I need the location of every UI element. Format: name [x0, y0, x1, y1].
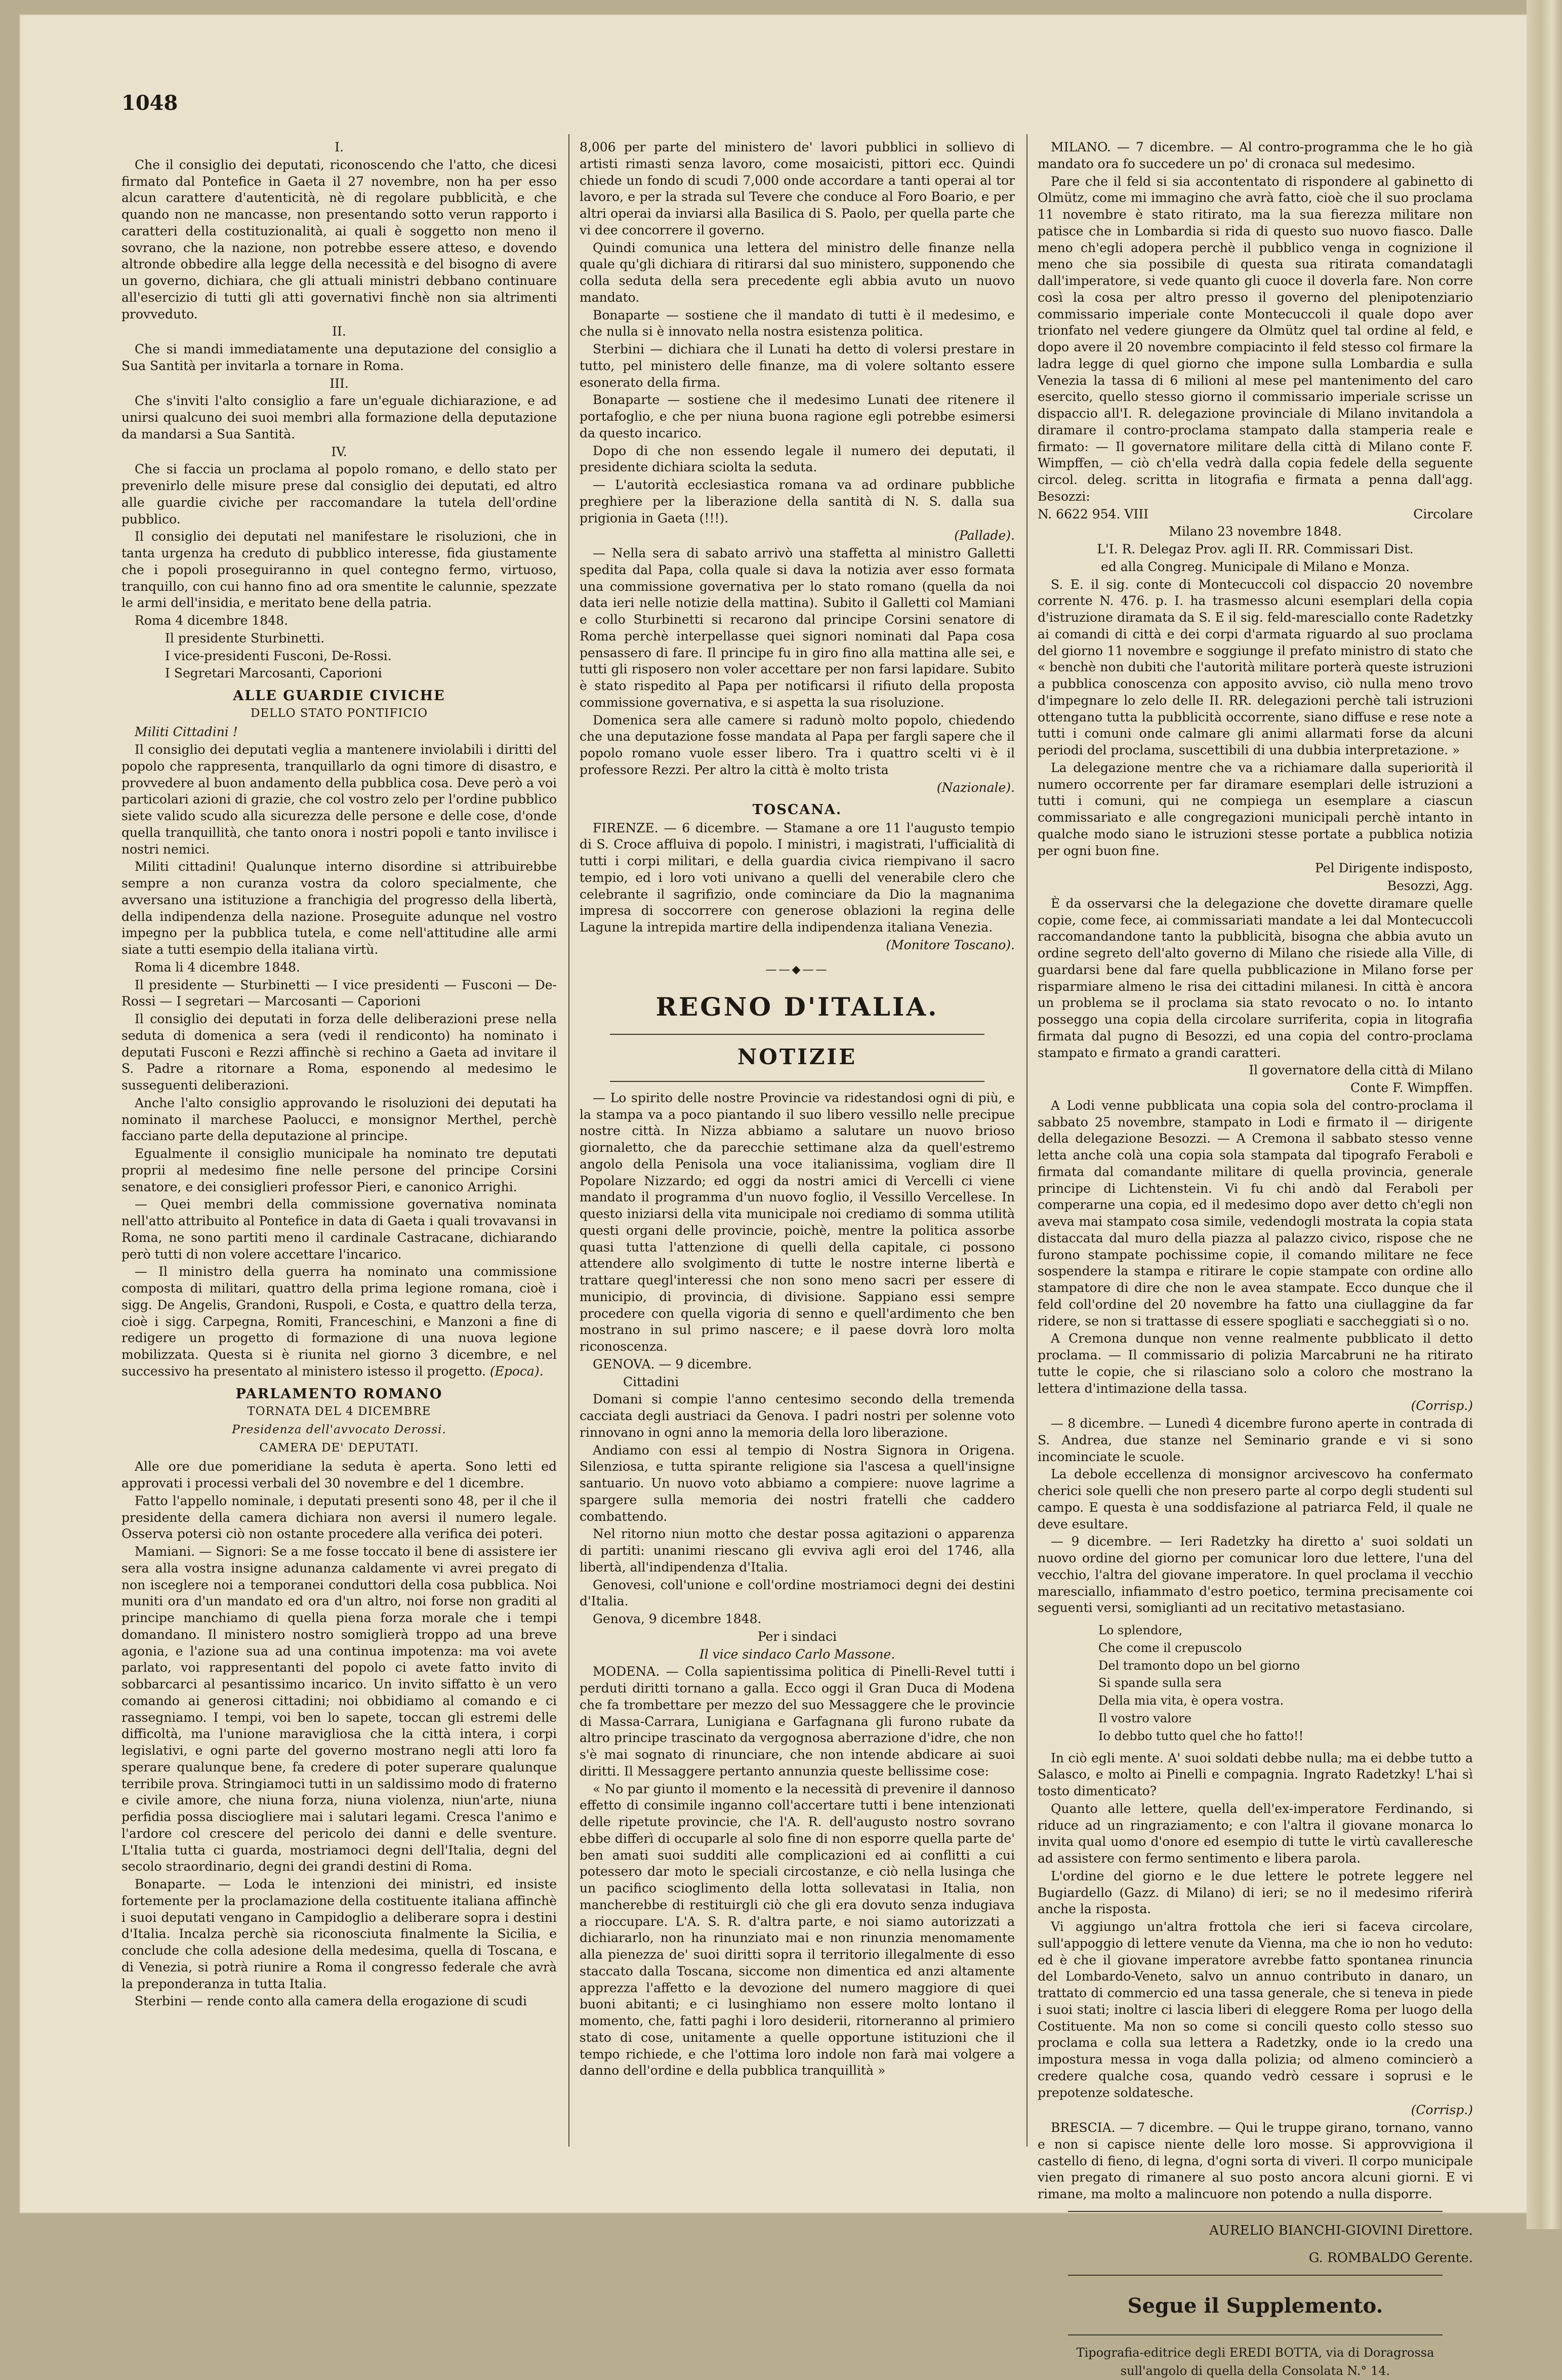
divider [1068, 2334, 1443, 2335]
paragraph: La debole eccellenza di monsignor arcivescovo ha confermato cherici sole quelli che non presero parte al corpo degli studenti sul campo. E questa è una soddisfazione al patriarca Feld, il quale ne deve esultare. [1038, 1467, 1473, 1531]
paragraph: La delegazione mentre che va a richiamare dalla superiorità il numero occorrente per far diramare esemplari delle istruzioni a tutti i comuni, qui ne compiega un esemplare a ciascun commissariato e alle congregazioni municipali perchè intanto in qualche modo siano le istruzioni stesse portate a pubblica notizia per ogni buon fine. [1038, 760, 1473, 858]
paragraph: FIRENZE. — 6 dicembre. — Stamane a ore 11 l'augusto tempio di S. Croce affluiva di popolo. I ministri, i magistrati, l'ufficialità di tutti i corpi militari, e della guardia civica riempivano il sacro tempio, ed i loro voti univano a quelli del venerabile clero che celebrante il sagrifizio, onde cominciare da Dio la magnanima impresa di soccorrere con generose oblazioni la regina delle Lagune la intrepida martire della indipendenza italiana Venezia. [580, 820, 1015, 935]
paragraph: Egualmente il consiglio municipale ha nominato tre deputati proprii al medesimo fine nelle persone del principe Corsini senatore, e dei consiglieri professor Pieri, e canonico Arrighi. [121, 1146, 557, 1194]
paragraph: — Quei membri della commissione governativa nominata nell'atto attribuito al Pontefice in data di Gaeta i quali trovavansi in Roma, ne sono partiti meno il cardinale Castracane, dichiarando però tutti di non volere accettare l'incarico. [121, 1197, 557, 1262]
paragraph: 8,006 per parte del ministero de' lavori pubblici in sollievo di artisti rimasti senza lavoro, come mosaicisti, pittori ecc. Quindi chiede un fondo di scudi 7,000 onde accordare a tanti operai al tor lavoro, e per la strada sul Tevere che conduce al Foro Boario, e per altri operai da inviarsi alla Basilica di S. Paolo, per quella parte che vi dee concorrere il governo. [580, 140, 1015, 237]
paragraph: Sterbini — rende conto alla camera della erogazione di scudi [135, 1994, 527, 2009]
paragraph: — L'autorità ecclesiastica romana va ad ordinare pubbliche preghiere per la liberazione della santità di N. S. dalla sua prigionia in Gaeta (!!!). [580, 477, 1015, 526]
paragraph: Andiamo con essi al tempio di Nostra Signora in Origena. Silenziosa, e tutta spirante religione sia l'ascesa a quell'insigne santuario. Un nuovo voto abbiamo a compiere: nuove lagrime a spargere sulla memoria dei nostri fratelli che caddero combattendo. [580, 1442, 1015, 1524]
section-subheading: TORNATA DEL 4 DICEMBRE [247, 1405, 431, 1419]
column-2 [580, 139, 1015, 2164]
circular-header: N. 6622 954. VIII Circolare [1038, 506, 1473, 521]
paragraph: È da osservarsi che la delegazione che dovette diramare quelle copie, come fece, ai commissariati mandate a lei dal Montecuccoli raccomandandone tanto la pubblicità, bisogna che abbia avuto un ordine segreto dell'alto governo di Milano che risiede alla Ville, di guardarsi bene dal fare quella pubblicazione in Milano forse per risparmiare almeno le risa dei cittadini milanesi. In città è ancora un problema se il proclama sia stato revocato o no. Io intanto posseggo una copia della circolare surriferita, copia in litografia firmata dal pugno di Besozzi, ed una copia del contro-proclama stampato e firmato a grandi caratteri. [1038, 896, 1473, 1060]
paragraph: Che si mandi immediatamente una deputazione del consiglio a Sua Santità per invitarla a tornare in Roma. [121, 342, 557, 373]
signature-line: Il governatore della città di Milano [1249, 1063, 1473, 1078]
divider [610, 1034, 984, 1035]
source-note: (Monitore Toscano). [886, 937, 1015, 952]
paragraph: In ciò egli mente. A' suoi soldati debbe nulla; ma ei debbe tutto a Salasco, e molto ai Pinelli e compagnia. Ingrato Radetzky! L'hai sì tosto dimenticato? [1038, 1750, 1473, 1799]
section-heading: PARLAMENTO ROMANO [235, 1386, 443, 1402]
divider [610, 1081, 984, 1082]
section-heading: ALLE GUARDIE CIVICHE [233, 688, 445, 704]
source-note: (Corrisp.) [1411, 1398, 1473, 1414]
poem-line: Del tramonto dopo un bel giorno [1098, 1658, 1300, 1673]
paragraph: Domenica sera alle camere si radunò molto popolo, chiedendo che una deputazione fosse mandata al Papa per fargli sapere che il popolo romano vuole esser libero. Tra i quattro scelti vi è il professore Rezzi. Per altro la città è molto trista [580, 712, 1015, 777]
regno-heading: REGNO D'ITALIA. [655, 992, 939, 1022]
paragraph: « No par giunto il momento e la necessità di prevenire il dannoso effetto di consimile inganno coll'accertare tutti i bene intenzionati delle ripetute provincie, che l'A. R. dell'augusto nostro sovrano ebbe differì di occuparle al solo fine di non esporre quella parte de' ben amati suoi sudditi alle complicazioni ed ai conflitti a cui potessero dar moto le speciali circostanze, e ciò nella lusinga che un pacifico scioglimento della lotta sollevatasi in Italia, non mancherebbe di restituirgli ciò che gli era dovuto senza indugiava a rioccupare. L'A. S. R. d'altra parte, e noi siamo autorizzati a dichiararlo, non ha rinunziato mai e non rinunzia menomamente alla pienezza de' suoi diritti sopra il territorio illegalmente di esso staccato dalla Toscana, siccome non dimentica ed anzi altamente apprezza l'affetto e la devozione del numero maggiore di quei buoni abitanti; e ci lusinghiamo non essere molto lontano il momento, che, fatti paghi i loro desiderii, ritorneranno al primiero stato di cose, unitamente a quelle opportune istituzioni che il tempo richiede, e che l'ottima loro indole non farà mai volgere a danno dell'ordine e della pubblica tranquillità » [580, 1781, 1015, 2078]
paragraph: A Lodi venne pubblicata una copia sola del contro-proclama il sabbato 25 novembre, stampato in Lodi e firmato il — dirigente della delegazione Besozzi. — A Cremona il sabbato stesso venne letta anche colà una copia sola stampata dal tipografo Feraboli e firmata dal comandante militare di quella provincia, generale principe di Lichtenstein. Vi fu chi andò dal Feraboli per comperarne una copia, ed il medesimo dopo aver detto ch'egli non aveva mai stampato cosa simile, vedendogli mostrata la copia stata distaccata dal muro della piazza al palazzo civico, rispose che ne furono stampate pochissime copie, il comando militare ne fece sospendere la stampa e ritirare le copie stampate con ordine allo stampatore di dire che non le avea stampate. Ecco dunque che il feld coll'ordine del 20 novembre ha fatto una ciullaggine da far ridere, se non si trattasse di essere spogliati e saccheggiati sì o no. [1038, 1098, 1473, 1328]
paragraph: Il consiglio dei deputati nel manifestare le risoluzioni, che in tanta urgenza ha creduto di pubblico interesse, fida giustamente che i popoli proseguiranno in quel contegno fermo, virtuoso, tranquillo, con cui hanno fino ad ora smentite le calunnie, spezzate le armi dell'insidia, e meritato bene della patria. [121, 529, 557, 611]
section-label: I. [335, 140, 344, 154]
paragraph: A Cremona dunque non venne realmente pubblicato il detto proclama. — Il commissario di polizia Marcabruni ne ha ritirato tutte le copie, che si rilasciano solo a coloro che mostrano la lettera d'intimazione della tassa. [1038, 1331, 1473, 1396]
section-subheading: Presidenza dell'avvocato Derossi. [232, 1423, 446, 1437]
poem [1098, 1622, 1473, 1745]
section-label: II. [332, 324, 346, 339]
divider [1068, 2275, 1443, 2276]
source-note: (Pallade). [954, 528, 1015, 543]
paragraph: — 8 dicembre. — Lunedì 4 dicembre furono aperte in contrada di S. Andrea, due stanze nel Seminario grande e vi si sono incominciate le scuole. [1038, 1416, 1473, 1464]
newspaper-page [20, 15, 1529, 2378]
greeting: Cittadini [623, 1374, 679, 1389]
gerente-line: G. ROMBALDO Gerente. [1308, 2250, 1473, 2266]
paper-edge [1527, 0, 1562, 2229]
paragraph: Genovesi, coll'unione e coll'ordine mostriamoci degni dei destini d'Italia. [580, 1577, 1015, 1609]
paragraph: Vi aggiungo un'altra frottola che ieri si faceva circolare, sull'appoggio di lettere venute da Vienna, ma che io non ho veduto: ed è che il giovane imperatore avrebbe fatto spontanea rinuncia del Lombardo-Veneto, salvo un annuo contributo in danaro, un trattato di commercio ed una tassa generale, che si teneva in piede i suoi stati; inoltre ci lascia liberi di eleggere Roma per luogo della Costituente. Ma non so come si concili questo collo stesso suo proclama e colla sua lettera a Radetzky, onde io la credo una impostura messa in voga dalla polizia; od almeno comincierò a credere qualche cosa, quando vedrò cessare i soprusi e le prepotenze soldatesche. [1038, 1919, 1473, 2100]
paragraph: Pare che il feld si sia accontentato di rispondere al gabinetto di Olmütz, come mi immagino che avrà fatto, cioè che il suo proclama 11 novembre è stato ritirato, ma la sua fierezza militare non patisce che in Lombardia si rida di questo suo nuovo fiasco. Dalle meno ch'egli adopera perchè il pubblico venga in cognizione il meno che sia possibile di questa sua ritirata comandatagli dall'imperatore, si vede quanto gli cuoce il doverla fare. Non corre così la cosa per altro presso il governo del plenipotenziario commissario imperiale conte Montecuccoli il quale dopo aver trionfato nel vedere giungere da Olmütz quel tal ordine al feld, e dopo avere il 20 novembre compiacinto il feld stesso col firmare la ladra legge di quel giorno che impone sulla Lombardia e sulla Venezia la tassa di 6 milioni al mese pel mantenimento del caro esercito, quello stesso giorno il commissario imperiale scrisse un dispaccio all'I. R. delegazione provinciale di Milano invitandola a diramare il contro-proclama stampato dalla stamperia reale e firmato: — Il governatore militare della città di Milano conte F. Wimpffen, — ciò ch'ella vedrà dalla copia fedele della seguente circol. deleg. scritta in litografia e firmata a penna dall'agg. Besozzi: [1038, 174, 1473, 504]
dateline: Roma li 4 dicembre 1848. [135, 959, 300, 975]
column-rule-1 [568, 134, 569, 2147]
column-1 [121, 139, 557, 2164]
printer-line: Tipografia-editrice degli EREDI BOTTA, via di Doragrossa [1076, 2346, 1434, 2360]
section-label: III. [330, 376, 349, 391]
paragraph: — 9 dicembre. — Ieri Radetzky ha diretto a' suoi soldati un nuovo ordine del giorno per comunicar loro due lettere, l'una del vecchio, l'altra del giovane imperatore. In quel proclama il vecchio maresciallo, infiammato d'estro poetico, termina precisamente coi seguenti versi, somiglianti ad un recitativo metastasiano. [1038, 1534, 1473, 1616]
poem-line: Il vostro valore [1098, 1711, 1191, 1725]
paragraph: — Nella sera di sabato arrivò una staffetta al ministro Galletti spedita dal Papa, colla quale si dava la notizia aver esso formata una commissione governativa per lo stato romano (quella da noi data ieri nelle notizie della mattina). Subito il Galletti col Mamiani e collo Sturbinetti si recarono dal principe Corsini senatore di Roma perchè interpellasse quei signori nominati dal Papa cosa pensassero di fare. Il principe fu in giro fino alla mattina alle sei, e tutti gli risposero non voler accettare per non farsi lapidare. Subito è stato rispedito al Papa per notificarsi il rifiuto della proposta commissione governativa, e si aspetta la sua risoluzione. [580, 546, 1015, 710]
page-number: 1048 [121, 91, 178, 115]
signature-line: Pel Dirigente indisposto, [1315, 861, 1473, 876]
dateline: Genova, 9 dicembre 1848. [593, 1611, 762, 1627]
paragraph: Fatto l'appello nominale, i deputati presenti sono 48, per il che il presidente della camera dichiara non aversi il numero legale. Osserva potersi ciò non ostante procedere alla verifica dei poteri. [121, 1493, 557, 1542]
column-rule-2 [1026, 134, 1027, 2147]
paragraph: S. E. il sig. conte di Montecuccoli col dispaccio 20 novembre corrente N. 476. p. I. ha trasmesso alcuni esemplari della copia d'istruzione diramata da S. E il sig. feld-maresciallo conte Radetzky ai comandi di città e dei corpi d'armata riguardo al suo proclama del giorno 11 novembre e soggiunge il prefato ministro di stato che « benchè non dubiti che l'autorità militare porterà queste istruzioni a pubblica conoscenza con apposito avviso, ciò nulla meno trovo d'impegnare lo zelo delle II. RR. delegazioni perchè tali istruzioni ottengano tutta la pubblicità occorrente, siano diffuse e rese note a tutti i comuni onde calmare gli animi allarmati forse da alcuni periodi del proclama, suscettibili di una dubbia interpretazione. » [1038, 577, 1473, 757]
divider [1068, 2211, 1443, 2212]
signature-line: I Segretari Marcosanti, Caporioni [165, 666, 382, 681]
notizie-heading: NOTIZIE [737, 1044, 857, 1069]
paragraph: Bonaparte — sostiene che il medesimo Lunati dee ritenere il portafoglio, e che per niuna buona ragione egli potrebbe esimersi da questo incarico. [580, 392, 1015, 440]
paragraph: Domani si compie l'anno centesimo secondo della tremenda cacciata degli austriaci da Genova. I padri nostri per solenne voto rinnovano in ogni anno la memoria della loro liberazione. [580, 1392, 1015, 1440]
signature-line: Il presidente Sturbinetti. [165, 630, 325, 646]
address-line: ed alla Congreg. Municipale di Milano e Monza. [1101, 559, 1410, 574]
source-note: (Epoca). [489, 1363, 544, 1379]
paragraph: Il presidente — Sturbinetti — I vice presidenti — Fusconi — De-Rossi — I segretari — Marcosanti — Caporioni [121, 977, 557, 1009]
address-line: L'I. R. Delegaz Prov. agli II. RR. Commissari Dist. [1097, 542, 1414, 556]
poem-line: Della mia vita, è opera vostra. [1098, 1693, 1284, 1708]
paragraph: Alle ore due pomeridiane la seduta è aperta. Sono letti ed approvati i processi verbali del 30 novembre e del 1 dicembre. [121, 1459, 557, 1491]
paragraph: Anche l'alto consiglio approvando le risoluzioni dei deputati ha nominato il marchese Paolucci, e monsignor Merthel, perchè facciano parte della deputazione al principe. [121, 1095, 557, 1144]
dateline: GENOVA. — 9 dicembre. [593, 1356, 752, 1371]
paragraph: Il consiglio dei deputati in forza delle deliberazioni prese nella seduta di domenica a sera (vedi il rendiconto) ha nominato i deputati Fusconi e Rezzi affinchè si rechino a Gaeta ad invitare il S. Padre a ritornare a Roma, esponendo al medesimo le susseguenti deliberazioni. [121, 1012, 557, 1093]
signature-line: Per i sindaci [757, 1629, 837, 1644]
director-line: AURELIO BIANCHI-GIOVINI Direttore. [1209, 2223, 1473, 2238]
paragraph: MODENA. — Colla sapientissima politica di Pinelli-Revel tutti i perduti diritti tornano a galla. Ecco oggi il Gran Duca di Modena che fa trombettare per mezzo del suo Messaggere che le provincie di Massa-Carrara, Lunigiana e Garfagnana gli furono rubate da altro principe trascinato da vergognosa aberrazione d'idre, che non s'è mai sognato di rinunciare, che non intende abdicare ai suoi diritti. Il Messaggere pertanto annunzia queste bellissime cose: [580, 1664, 1015, 1779]
paragraph: Quindi comunica una lettera del ministro delle finanze nella quale qu'gli dichiara di ritirarsi dal suo ministero, supponendo che colla seduta della sera precedente egli abbia avuto un nuovo mandato. [580, 240, 1015, 305]
ornament-divider: ——◆—— [765, 963, 829, 976]
section-label: IV. [331, 444, 347, 459]
paragraph: — Lo spirito delle nostre Provincie va ridestandosi ogni di più, e la stampa va a poco piantando il suo libero vessillo nelle precipue nostre città. In Nizza abbiamo a salutare un nuovo brioso giornaletto, che da parecchie settimane alza da quell'estremo angolo della Penisola una voce italianissima, vogliam dire Il Popolare Nizzardo; ed oggi da nostri amici di Vercelli ci viene mandato il programma d'un nuovo foglio, il Vessillo Vercellese. In questo iniziarsi della vita municipale noi crediamo di somma utilità questi organi delle provincie, poichè, mentre la politica assorbe quasi tutta l'attenzione di quelli della capitale, ci possono attendere allo svolgimento di tutte le nostre interne libertà e trattare quegl'interessi che non sono meno sacri per essere di municipio, di provincia, di divisione. Sappiano essi sempre procedere con quella vigoria di senno e quell'ardimento che ben mostrano in sul primo nascere; e il paese dovrà loro molta riconoscenza. [580, 1090, 1015, 1354]
paragraph: MILANO. — 7 dicembre. — Al contro-programma che le ho già mandato ora fo succedere un po' di cronaca sul medesimo. [1038, 140, 1473, 171]
paragraph: Militi cittadini! Qualunque interno disordine si attribuirebbe sempre a non curanza vostra da coloro specialmente, che avversano una istituzione a franchigia del progresso della libertà, della indipendenza della nazione. Proseguite adunque nel vostro impegno per la pubblica tutela, e come nell'attitudine alle armi siate a tutti esempio della italiana virtù. [121, 859, 557, 957]
paragraph: L'ordine del giorno e le due lettere le potrete leggere nel Bugiardello (Gazz. di Milano) di ieri; se no il medesimo riferirà anche la risposta. [1038, 1868, 1473, 1917]
signature-line: Conte F. Wimpffen. [1350, 1080, 1473, 1095]
source-note: (Nazionale). [936, 780, 1015, 795]
poem-line: Che come il crepuscolo [1098, 1640, 1242, 1655]
paragraph: BRESCIA. — 7 dicembre. — Qui le truppe girano, tornano, vanno e non si capisce niente delle loro mosse. Si approvvigiona il castello di fieno, di legna, d'ogni sorta di viveri. Il corpo municipale vien pregato di rimanere al suo posto ancora alcuni giorni. E vi rimane, ma molto a malincuore non potendo a nulla disporre. [1038, 2120, 1473, 2202]
greeting: Militi Cittadini ! [135, 724, 238, 740]
paragraph: Nel ritorno niun motto che destar possa agitazioni o apparenza di partiti: unanimi riescano gli evviva agli eroi del 1746, alla libertà, all'indipendenza d'Italia. [580, 1526, 1015, 1575]
poem-line: Io debbo tutto quel che ho fatto!! [1098, 1728, 1304, 1743]
paragraph: Sterbini — dichiara che il Lunati ha detto di volersi prestare in tutto, pel ministero delle finanze, ma di volere soltanto essere esonerato della firma. [580, 342, 1015, 390]
source-note: (Corrisp.) [1411, 2103, 1473, 2118]
column-3 [1038, 139, 1473, 2378]
paragraph: Bonaparte — sostiene che il mandato di tutti è il medesimo, e che nulla si è innovato nella nostra esistenza politica. [580, 307, 1015, 339]
printer-line: sull'angolo di quella della Consolata N.° 14. [1120, 2364, 1390, 2378]
section-subheading: CAMERA DE' DEPUTATI. [259, 1441, 419, 1455]
paragraph: Che s'inviti l'alto consiglio a fare un'eguale dichiarazione, e ad unirsi qualcuno dei suoi membri alla formazione della deputazione da mandarsi a Sua Santità. [121, 393, 557, 441]
paragraph: Bonaparte. — Loda le intenzioni dei ministri, ed insiste fortemente per la proclamazione della costituente italiana affinchè i suoi deputati vengano in Campidoglio a deliberare sopra i destini d'Italia. Incalza perchè sia riconosciuta finalmente la Sicilia, e conclude che colla adesione della medesima, quella di Toscana, e di Venezia, si potrà riunire a Roma il congresso federale che avrà la preponderanza in tutta Italia. [121, 1877, 557, 1991]
signature-line: Besozzi, Agg. [1387, 878, 1473, 893]
poem-line: Lo splendore, [1098, 1623, 1183, 1637]
paragraph: — Il ministro della guerra ha nominato una commissione composta di militari, quattro della prima legione romana, cioè i sigg. De Angelis, Grandoni, Ruspoli, e Costa, e quattro della terza, cioè i sigg. Carpegna, Romiti, Franceschini, e Manzoni a fine di redigere un progetto di formazione di una nuova legione mobilizzata. Questa si è riunita nel giorno 3 dicembre, e nel successivo ha presentato al ministero istesso il progetto. (Epoca). [121, 1264, 557, 1379]
section-heading: TOSCANA. [752, 802, 842, 818]
paragraph: Quanto alle lettere, quella dell'ex-imperatore Ferdinando, si riduce ad un ringraziamento; e con l'altra il giovane monarca lo invita qual uomo d'onore ed esempio di tutte le virtù cavalleresche ad assistere con fermo sentimento e libera parola. [1038, 1801, 1473, 1866]
paragraph: Dopo di che non essendo legale il numero dei deputati, il presidente dichiara sciolta la seduta. [580, 443, 1015, 475]
paragraph: Mamiani. — Signori: Se a me fosse toccato il bene di assistere ier sera alla vostra insigne adunanza caldamente vi avrei pregato di non isceglere noi a temporanei conduttori della cosa pubblica. Noi muniti ora d'un mandato ed ora d'un altro, noi forse non graditi al principe manchiamo di quella piena forza morale che i tempi domandano. Il ministero nostro somiglierà troppo ad una breve agonia, e l'azione sua ad una continua impotenza: ma voi avete parlato, voi rappresentanti del popolo ci avete fatto invito di sobbarcarci al pesantissimo incarico. Un invito siffatto è un vero comando ai generosi cittadini; noi obbidiamo al comando e ci rassegniamo. I tempi, voi ben lo sapete, toccan gli estremi delle difficoltà, ma l'unione maravigliosa che la città intera, i corpi legislativi, e ogni parte del governo mostrano negli atti loro fa sperare qualunque bene, fa credere di poter superare qualunque terribile prova. Stringiamoci tutti in un saldissimo modo di fraterno e civile amore, che niuna forza, niuna violenza, niun'arte, niuna perfidia possa disciogliere mai i salutari legami. Cresca l'animo e l'ardore col crescere del pericolo dei danni e delle sventure. L'Italia tutta ci guarda, mostriamoci degni dell'Italia, degni del secolo straordinario, degni dei grandi destini di Roma. [121, 1544, 557, 1874]
signature-line: Il vice sindaco Carlo Massone. [699, 1646, 895, 1662]
paragraph: Che il consiglio dei deputati, riconoscendo che l'atto, che dicesi firmato dal Pontefice in Gaeta il 27 novembre, non ha per esso alcun carattere d'autenticità, nè di regolare pubblicità, e che quando non ne mancasse, non presentando sotto verun rapporto i caratteri della costituzionalità, ai quali è soggetto non meno il sovrano, che la nazione, non potrebbe essere atteso, e dovendo altronde obbedire alla legge della necessità e del bisogno di avere un governo, dichiara, che gli attuali ministri debbano continuare all'esercizio di tutti gli atti governativi finchè non sia altrimenti provveduto. [121, 157, 557, 321]
section-subheading: DELLO STATO PONTIFICIO [250, 707, 428, 720]
supplement-notice: Segue il Supplemento. [1127, 2293, 1383, 2318]
dateline: Roma 4 dicembre 1848. [135, 613, 289, 628]
paragraph: Che si faccia un proclama al popolo romano, e dello stato per prevenirlo delle misure prese dal consiglio dei deputati, ed altro alle guardie civiche per raccomandare la tutela dell'ordine pubblico. [121, 462, 557, 527]
paragraph: Il consiglio dei deputati veglia a mantenere inviolabili i diritti del popolo che rappresenta, tranquillarlo da ogni timore di disastro, e provvedere al buon andamento della pubblica cosa. Deve però a voi particolari azioni di grazie, che col vostro zelo per l'ordine pubblico siete valido scudo alla sicurezza delle persone e delle cose, d'onde quella tranquillità, che tanto onora i nostri popoli e tanto invilisce i nostri nemici. [121, 742, 557, 857]
dateline: Milano 23 novembre 1848. [1169, 524, 1342, 539]
signature-line: I vice-presidenti Fusconi, De-Rossi. [165, 648, 392, 663]
poem-line: Si spande sulla sera [1098, 1676, 1222, 1690]
